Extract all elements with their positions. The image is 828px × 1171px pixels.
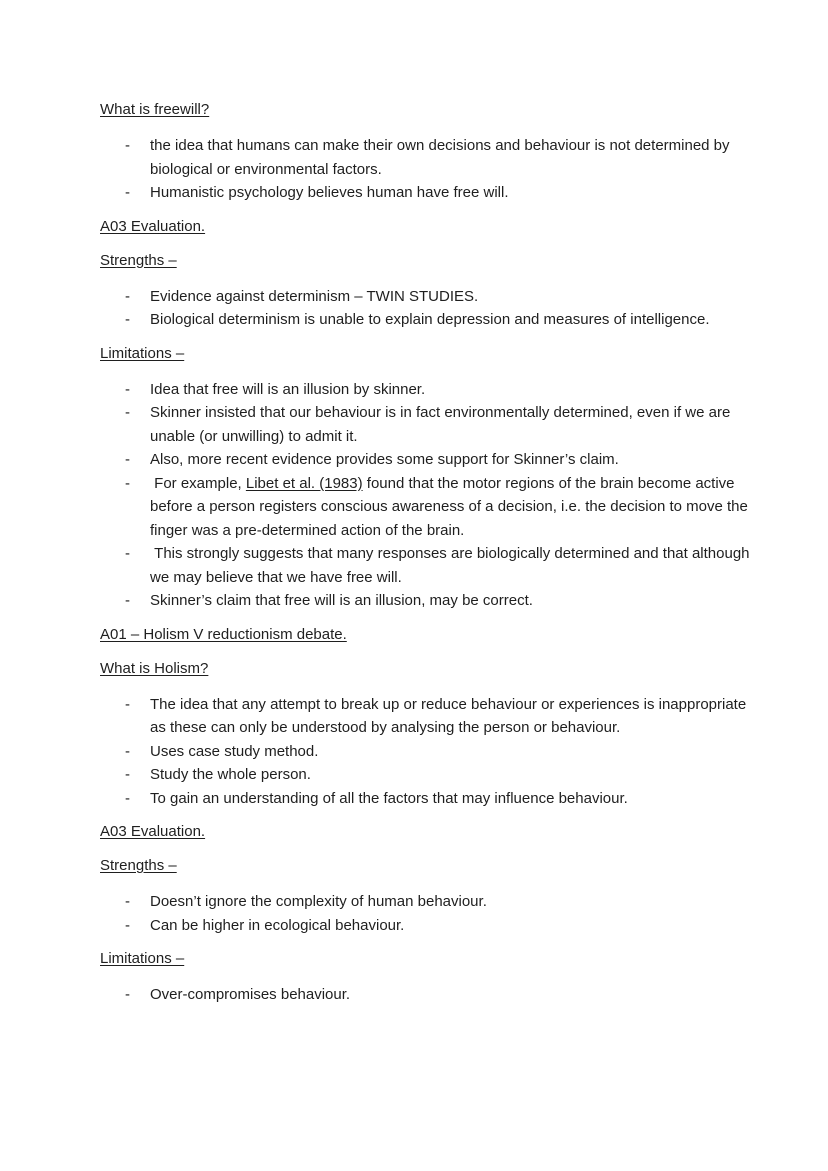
- freewill-list: [100, 134, 758, 205]
- list-item: - This strongly suggests that many responses are biologically determined and that although we may believe that we have free will.: [100, 542, 758, 589]
- heading-limitations-2: Limitations –: [100, 950, 185, 967]
- bullet-dash: -: [125, 380, 130, 398]
- list-item: - Idea that free will is an illusion by skinner.: [100, 378, 758, 402]
- list-item: - The idea that any attempt to break up or reduce behaviour or experiences is inappropriate as these can only be understood by analysing the person or behaviour.: [100, 693, 758, 740]
- heading-limitations: Limitations –: [100, 344, 185, 362]
- bullet-dash: -: [125, 893, 130, 910]
- heading-strengths: Strengths –: [100, 251, 177, 269]
- list-item: - Humanistic psychology believes human have free will.: [100, 181, 758, 205]
- citation-libet: Libet et al. (1983): [245, 474, 363, 492]
- list-item: - Evidence against determinism – TWIN STUDIES.: [100, 285, 758, 309]
- bullet-dash: -: [125, 474, 130, 492]
- limitations-list: [100, 378, 758, 613]
- list-item: - Can be higher in ecological behaviour.: [100, 914, 758, 938]
- bullet-dash: -: [125, 592, 130, 609]
- list-item: - Uses case study method.: [100, 740, 758, 764]
- list-item: - Study the whole person.: [100, 763, 758, 787]
- bullet-dash: -: [125, 916, 130, 934]
- bullet-dash: -: [125, 545, 130, 562]
- bullet-dash: -: [125, 137, 130, 154]
- heading-a03-evaluation: A03 Evaluation.: [100, 217, 206, 235]
- list-item: - Skinner’s claim that free will is an illusion, may be correct.: [100, 589, 758, 613]
- list-item: - For example, Libet et al. (1983) found that the motor regions of the brain become active before a person registers conscious awareness of a decision, i.e. the decision to move the finger was a pre-determined action of the brain.: [100, 472, 758, 543]
- bullet-dash: -: [125, 311, 130, 328]
- list-item: - Doesn’t ignore the complexity of human behaviour.: [100, 890, 758, 914]
- strengths-list-2: [100, 890, 758, 937]
- bullet-dash: -: [125, 695, 130, 713]
- list-item: - Over-compromises behaviour.: [100, 983, 758, 1007]
- heading-what-is-holism: What is Holism?: [100, 659, 209, 677]
- bullet-dash: -: [125, 451, 130, 468]
- list-item: - the idea that humans can make their own decisions and behaviour is not determined by biological or environmental factors.: [100, 134, 758, 181]
- holism-list: [100, 693, 758, 811]
- list-item: - To gain an understanding of all the factors that may influence behaviour.: [100, 787, 758, 811]
- bullet-dash: -: [125, 789, 130, 807]
- heading-holism-debate: A01 – Holism V reductionism debate.: [100, 625, 347, 643]
- bullet-dash: -: [125, 742, 130, 760]
- bullet-dash: -: [125, 404, 130, 421]
- bullet-dash: -: [125, 287, 130, 305]
- limitations-list-2: [100, 983, 758, 1007]
- bullet-dash: -: [125, 184, 130, 201]
- list-item: - Also, more recent evidence provides some support for Skinner’s claim.: [100, 448, 758, 472]
- bullet-dash: -: [125, 986, 130, 1003]
- strengths-list: [100, 285, 758, 332]
- list-item: - Biological determinism is unable to explain depression and measures of intelligence.: [100, 308, 758, 332]
- list-item: - Skinner insisted that our behaviour is in fact environmentally determined, even if we are unable (or unwilling) to admit it.: [100, 401, 758, 448]
- heading-what-is-freewill: What is freewill?: [100, 101, 210, 118]
- heading-a03-evaluation-2: A03 Evaluation.: [100, 823, 206, 840]
- bullet-dash: -: [125, 766, 130, 783]
- heading-strengths-2: Strengths –: [100, 857, 177, 874]
